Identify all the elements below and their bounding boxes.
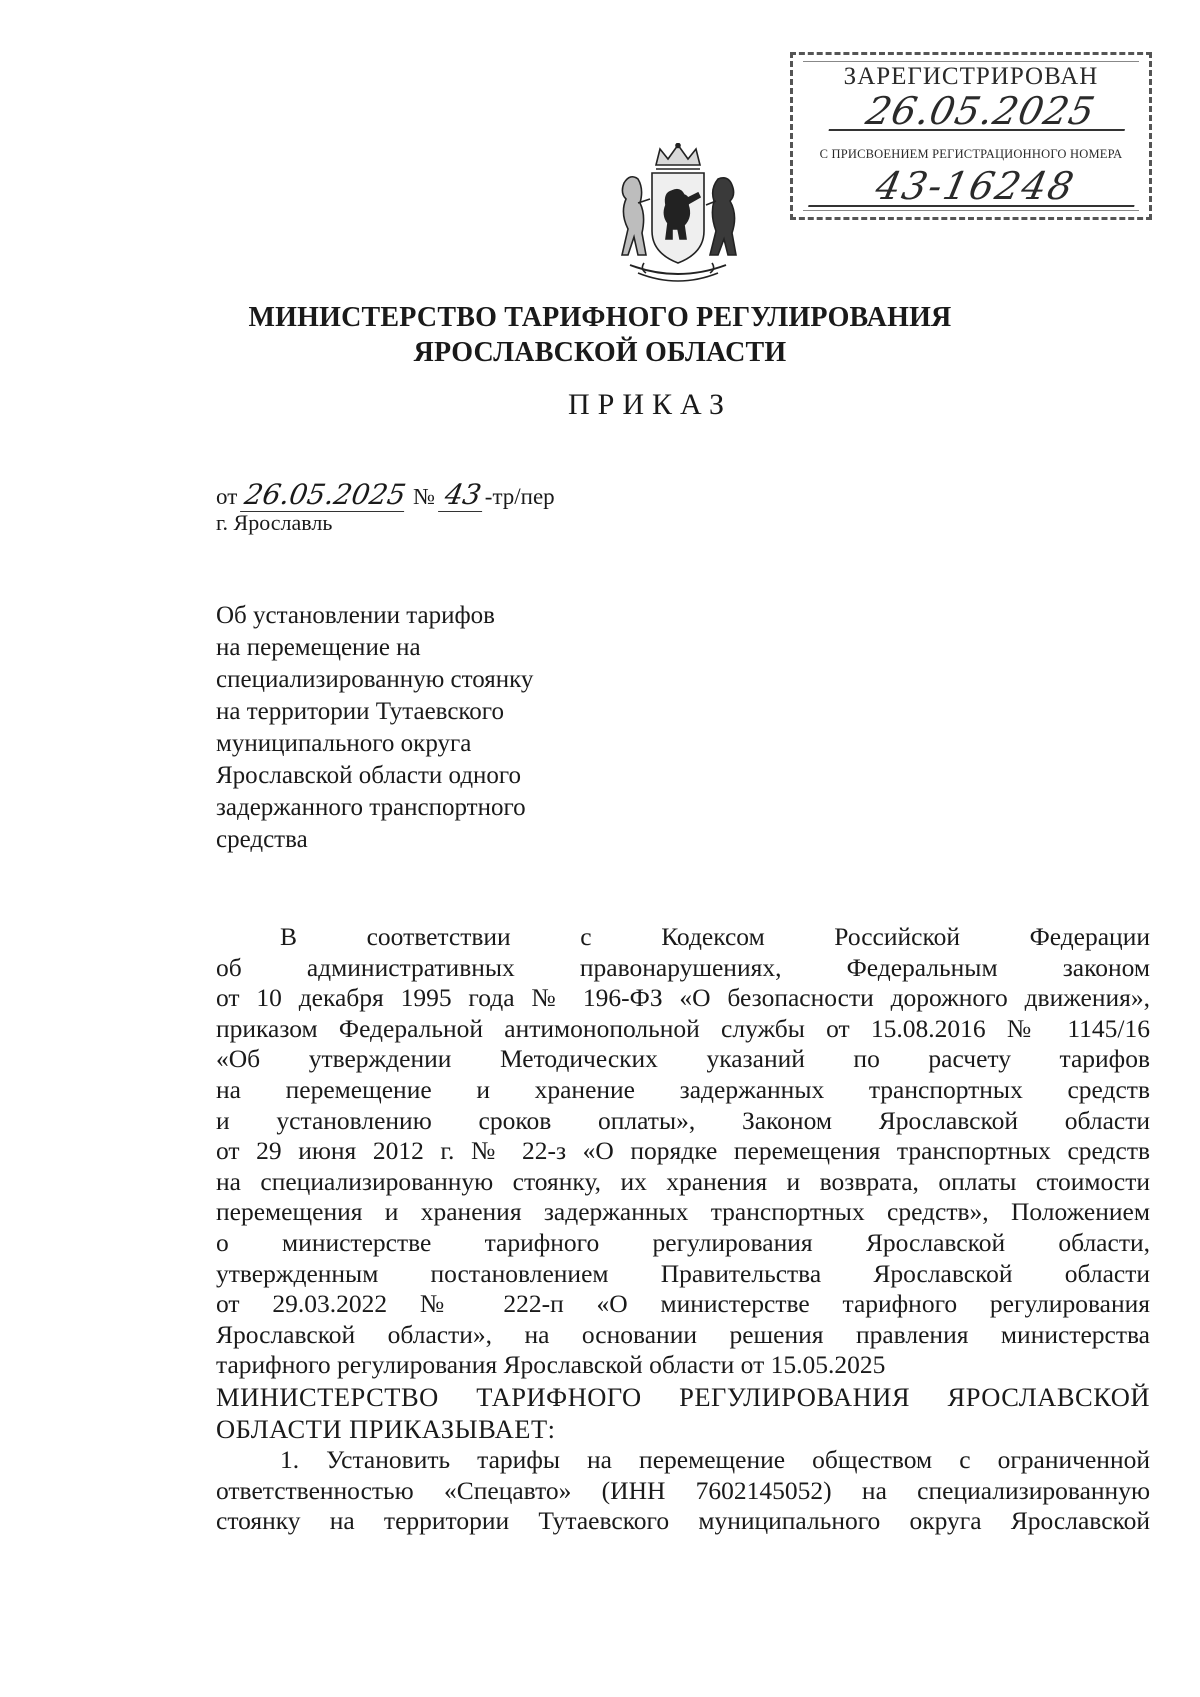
subject-line: средства [216, 826, 308, 853]
body-line: В соответствии с Кодексом Российской Федерации [280, 922, 1150, 951]
decree-line-1: МИНИСТЕРСТВО ТАРИФНОГО РЕГУЛИРОВАНИЯ ЯРОСЛАВСКОЙ [216, 1381, 1150, 1412]
date-prefix: от [216, 484, 238, 509]
body-line: на перемещение и хранение задержанных транспортных средств [216, 1074, 1150, 1104]
subject-line: на перемещение на [216, 634, 421, 661]
stamp-date: 26.05.2025 [829, 89, 1134, 131]
body-line: о министерстве тарифного регулирования Ярославской области, [216, 1227, 1150, 1257]
document-type-title: ПРИКАЗ [568, 388, 732, 421]
item-1-line: 1. Установить тарифы на перемещение обществом с ограниченной [280, 1444, 1150, 1474]
body-line: перемещения и хранения задержанных транспортных средств», Положением [216, 1197, 1150, 1227]
subject-line: на территории Тутаевского [216, 698, 504, 725]
stamp-registration-number: 43-16248 [808, 161, 1144, 207]
body-line: от 29.03.2022 № 222-п «О министерстве тарифного регулирования [216, 1289, 1150, 1319]
body-line: от 29 июня 2012 г. № 22-з «О порядке перемещения транспортных средств [216, 1136, 1150, 1166]
body-line: приказом Федеральной антимонопольной службы от 15.08.2016 № 1145/16 [216, 1013, 1150, 1043]
number-prefix: № [413, 484, 436, 509]
stamp-subtitle: С ПРИСВОЕНИЕМ РЕГИСТРАЦИОННОГО НОМЕРА [819, 147, 1123, 161]
body-line: тарифного регулирования Ярославской области от 15.05.2025 [216, 1350, 886, 1380]
item-1-line: ответственностью «Спецавто» (ИНН 7602145052) на специализированную [216, 1475, 1150, 1505]
coat-of-arms-icon [614, 143, 742, 288]
body-line: Ярославской области», на основании решения правления министерства [216, 1319, 1150, 1349]
decree-line-2: ОБЛАСТИ ПРИКАЗЫВАЕТ: [216, 1413, 556, 1444]
body-line: на специализированную стоянку, их хранения и возврата, оплаты стоимости [216, 1166, 1150, 1196]
body-line: от 10 декабря 1995 года № 196-ФЗ «О безопасности дорожного движения», [216, 983, 1150, 1013]
registration-stamp [790, 52, 1152, 220]
order-date-number-line [216, 478, 555, 512]
ministry-name-line-2: ЯРОСЛАВСКОЙ ОБЛАСТИ [413, 337, 787, 368]
subject-line: Об установлении тарифов [216, 602, 495, 629]
order-number: 43 [438, 478, 488, 512]
ministry-name-line-1: МИНИСТЕРСТВО ТАРИФНОГО РЕГУЛИРОВАНИЯ [248, 302, 952, 333]
body-line: утвержденным постановлением Правительства Ярославской области [216, 1258, 1150, 1288]
body-line: и установлению сроков оплаты», Законом Ярославской области [216, 1105, 1150, 1135]
subject-line: задержанного транспортного [216, 794, 526, 821]
stamp-title: ЗАРЕГИСТРИРОВАН [843, 63, 1099, 90]
subject-line: муниципального округа [216, 730, 472, 757]
city: г. Ярославль [216, 510, 333, 535]
number-suffix: -тр/пер [484, 484, 555, 509]
order-body [216, 922, 1150, 1537]
body-line: об административных правонарушениях, Федеральным законом [216, 952, 1150, 982]
body-line: «Об утверждении Методических указаний по расчету тарифов [216, 1044, 1150, 1074]
order-subject [216, 600, 616, 856]
item-1-line: стоянку на территории Тутаевского муниципального округа Ярославской [216, 1506, 1150, 1536]
order-date: 26.05.2025 [240, 478, 410, 512]
subject-line: Ярославской области одного [216, 762, 522, 789]
subject-line: специализированную стоянку [216, 666, 534, 693]
ministry-header [0, 300, 1200, 370]
